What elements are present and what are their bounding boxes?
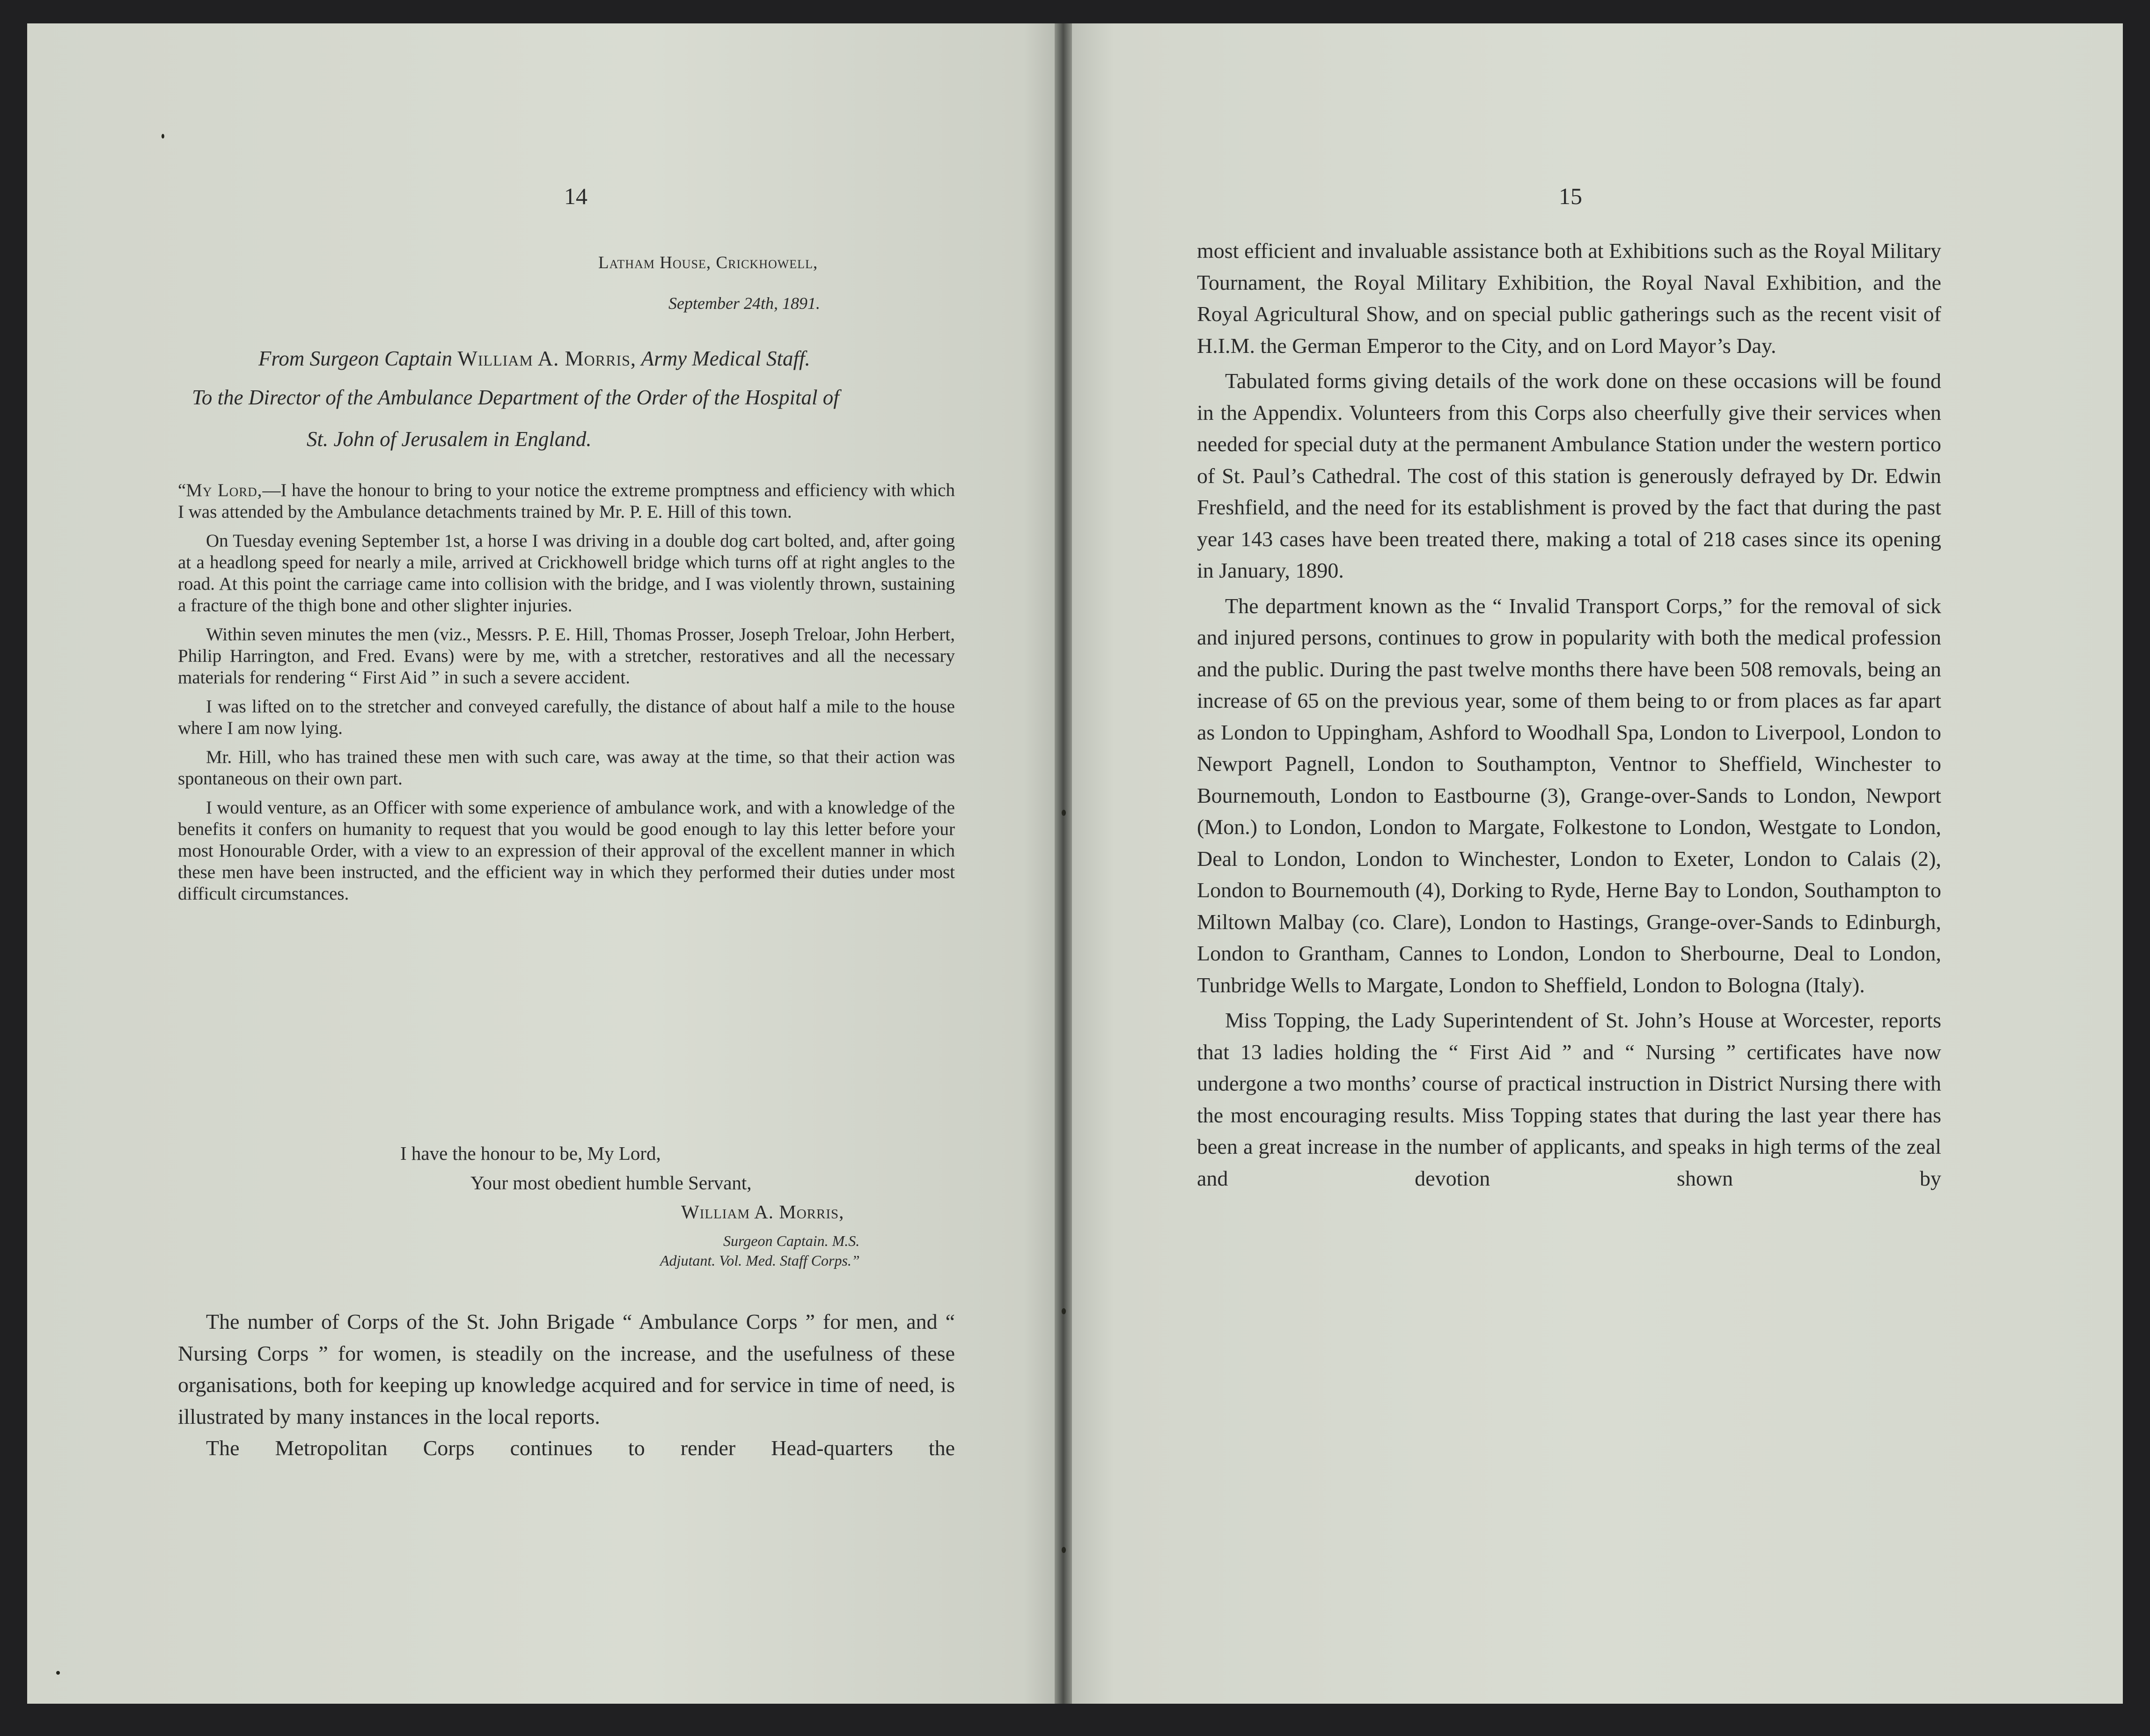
letter-to-line: To the Director of the Ambulance Department of the Order of the Hospital of — [192, 386, 839, 409]
from-suffix: Army Medical Staff. — [636, 347, 810, 370]
page-number: 15 — [1559, 183, 1582, 209]
binding-mark — [1062, 1547, 1066, 1553]
page-speck — [56, 1671, 60, 1675]
letter-to-line-2: St. John of Jerusalem in England. — [307, 427, 592, 451]
from-name: William A. Morris, — [457, 347, 637, 370]
letter-closing-2: Your most obedient humble Servant, — [470, 1172, 752, 1194]
letter-paragraph: “My Lord,—I have the honour to bring to your notice the extreme promptness and efficiency with which I was attended by the Ambulance detachments trained by Mr. P. E. Hill of this town. — [178, 480, 955, 522]
body-paragraph: most efficient and invaluable assistance both at Exhibitions such as the Royal Military Tournament, the Royal Military Exhibition, the Royal Naval Exhibition, and the Royal Agricultural Show, and on special public gatherings such as the recent visit of H.I.M. the German Emperor to the City, and on Lord Mayor’s Day. — [1197, 239, 1941, 358]
letter-paragraph: I would venture, as an Officer with some experience of ambulance work, and with a knowledge of the benefits it confers on humanity to request that you would be good enough to lay this letter before your most Honourable Order, with a view to an expression of their approval of the excellent manner in which these men have been instructed, and the efficient way in which they performed their duties under most difficult circumstances. — [178, 798, 955, 904]
letter-paragraph: Mr. Hill, who has trained these men with such care, was away at the time, so that their action was spontaneous on their own part. — [178, 747, 955, 789]
letter-date: September 24th, 1891. — [668, 294, 820, 313]
page-number: 14 — [564, 183, 587, 209]
letter-from-line — [258, 346, 810, 371]
from-prefix: From Surgeon Captain — [258, 347, 458, 370]
body-paragraph: Tabulated forms giving details of the work done on these occasions will be found in the Appendix. Volunteers from this Corps also cheerfully give their services when needed for special duty at the permanent Ambulance Station under the western portico of St. Paul’s Cathedral. The cost of this station is generously defrayed by Dr. Edwin Freshfield, and the need for its establishment is proved by the fact that during the past year 143 cases have been treated there, making a total of 218 cases since its opening in January, 1890. — [1197, 369, 1941, 582]
page-speck — [161, 134, 164, 139]
page-body — [1197, 235, 1941, 1194]
book-gutter — [1055, 23, 1072, 1704]
letter-paragraph: I was lifted on to the stretcher and conveyed carefully, the distance of about half a mile to the house where I am now lying. — [178, 696, 955, 738]
body-paragraph: The number of Corps of the St. John Brigade “ Ambulance Corps ” for men, and “ Nursing Corps ” for women, is steadily on the increase, and the usefulness of these organisations, both for keeping up knowledge acquired and for service in time of need, is illustrated by many instances in the local reports. — [178, 1310, 955, 1428]
signatory-title: Surgeon Captain. M.S. — [723, 1232, 860, 1249]
letter-signature: William A. Morris, — [681, 1201, 844, 1223]
letter-address-place: Latham House, Crickhowell, — [598, 253, 818, 272]
letter-body — [178, 480, 955, 905]
letter-closing: I have the honour to be, My Lord, — [400, 1143, 661, 1164]
binding-mark — [1062, 1308, 1066, 1314]
body-paragraph: The Metropolitan Corps continues to render Head-quarters the — [206, 1436, 955, 1460]
body-paragraph: The department known as the “ Invalid Transport Corps,” for the removal of sick and injured persons, continues to grow in popularity with both the medical profession and the public. During the past twelve months there have been 508 removals, being an increase of 65 on the previous year, some of them being to or from places as far apart as London to Uppingham, Ashford to Woodhall Spa, London to Liverpool, London to Newport Pagnell, London to Southampton, Ventnor to Sheffield, Winchester to Bournemouth, London to Eastbourne (3), Grange-over-Sands to London, Newport (Mon.) to London, London to Margate, Folkestone to London, Westgate to London, Deal to London, London to Winchester, London to Exeter, London to Calais (2), London to Bournemouth (4), Dorking to Ryde, Herne Bay to London, Southampton to Miltown Malbay (co. Clare), London to Hastings, Grange-over-Sands to Edinburgh, London to Grantham, Cannes to London, London to Sherbourne, Deal to London, Tunbridge Wells to Margate, London to Sheffield, London to Bologna (Italy). — [1197, 593, 1941, 997]
signatory-title-2: Adjutant. Vol. Med. Staff Corps.” — [660, 1252, 860, 1269]
body-paragraph: Miss Topping, the Lady Superintendent of St. John’s House at Worcester, reports that 13 ladies holding the “ First Aid ” and “ Nursing ” certificates have now undergone a two months’ course of practical instruction in District Nursing there with the most encouraging results. Miss Topping states that during the last year there has been a great increase in the number of applicants, and speaks in high terms of the zeal and devotion shown by — [1197, 1008, 1941, 1190]
page-body — [178, 1306, 955, 1464]
letter-paragraph: On Tuesday evening September 1st, a horse I was driving in a double dog cart bolted, and, after going at a headlong speed for nearly a mile, arrived at Crickhowell bridge which turns off at right angles to the road. At this point the carriage came into collision with the bridge, and I was violently thrown, sustaining a fracture of the thigh bone and other slighter injuries. — [178, 531, 955, 615]
binding-mark — [1062, 810, 1066, 816]
letter-paragraph: Within seven minutes the men (viz., Messrs. P. E. Hill, Thomas Prosser, Joseph Treloar, John Herbert, Philip Harrington, and Fred. Evans) were by me, with a stretcher, restoratives and all the necessary materials for rendering “ First Aid ” in such a severe accident. — [178, 624, 955, 688]
